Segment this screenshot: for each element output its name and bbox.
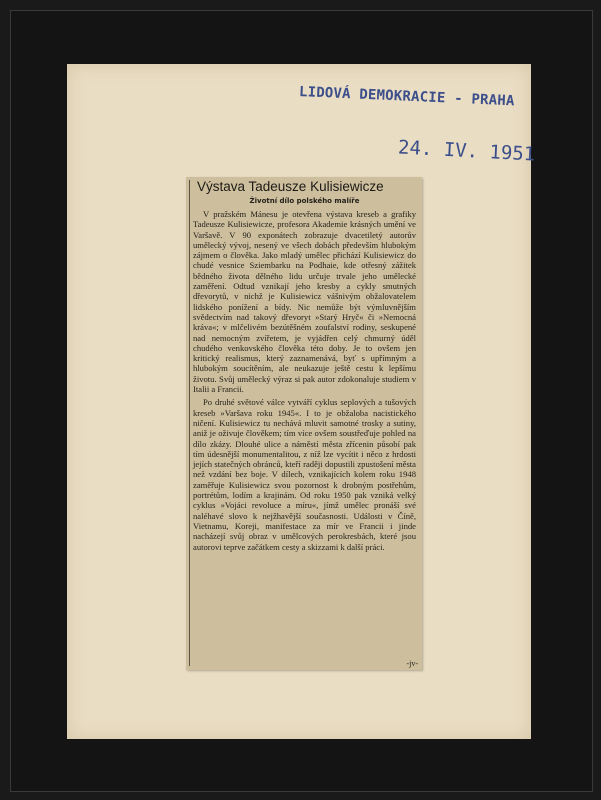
- article-paragraph: Po druhé světové válce vytváří cyklus seplových a tušových kreseb »Varšava roku 1945«. I to je obžaloba nacistického ničení. Kulisiewicz tu nechává mluvit samotné trosky a sutiny, aniž je oživuje člověkem; tím více ovšem soustřeďuje pohled na dílo zkázy. Dlouhé ulice a náměstí města zřícenin působí pak tím údesnější monumentalitou, z níž lze vycítit i něco z hrdosti jejích statečných obránců, kteří raději dopustili zpustošení města než vzdání bez boje. V dílech, vznikajících kolem roku 1948 zaměřuje Kulisiewicz svou pozornost k drobným postřehům, portrétům, lodím a krajinám. Od roku 1950 pak vzniká velký cyklus »Vojáci revoluce a míru«, jímž umělec pronáší své naléhavé slovo k nejžhavější současnosti. Události v Číně, Vietnamu, Koreji, manifestace za mír ve Francii i jinde nacházejí svůj obraz v umělcových perokresbách, které jsou autorovi teprve začátkem cesty a skizzami k další práci.: [193, 397, 416, 552]
- article-subheadline: Životní dílo polského malíře: [249, 197, 360, 205]
- column-rule: [189, 180, 190, 666]
- article-paragraph: V pražském Mánesu je otevřena výstava kreseb a grafiky Tadeusze Kulisiewicze, profesora Akademie krásných umění ve Varšavě. V 90 exponátech zobrazuje dvacetiletý autorův umělecký vývoj, nesený ve všech dobách především hlubokým zájmem o člověka. Jako mladý umělec přichází Kulisiewicz do chudé vesnice Sziembarku na Podhaie, kde otřesný zážitek bědného života dělného lidu určuje trvale jeho umělecké zaměření. Odtud vznikají jeho kresby a cykly smutných dřevorytů, v nichž je Kulisiewicz vášnivým obžalovatelem lidského ponížení a bídy. Nic nemůže být výmluvnějším svědectvím nad takový dřevoryt »Starý Hryč« či »Nemocná kráva«; v mlčelivém bezútěšném zoufalství rodiny, seskupené nad nemocným zvířetem, je vyjádřen celý chmurný úděl chudého venkovského člověka této doby. Je to ovšem jen kritický realismus, který zaznamenává, byť s upřímným a hlubokým soucítěním, ale neukazuje ještě cestu k lepšímu životu. Svůj umělecký výraz si pak autor zdokonaluje studiem v Italii a Francii.: [193, 209, 416, 395]
- publisher-stamp: LIDOVÁ DEMOKRACIE - PRAHA: [298, 84, 515, 110]
- newspaper-clipping: [186, 177, 422, 670]
- handwritten-date: 24. IV. 1951: [397, 136, 536, 166]
- article-body: [193, 179, 416, 552]
- article-signature: -jv-: [406, 659, 418, 668]
- article-headline: Výstava Tadeusze Kulisiewicze: [197, 179, 384, 194]
